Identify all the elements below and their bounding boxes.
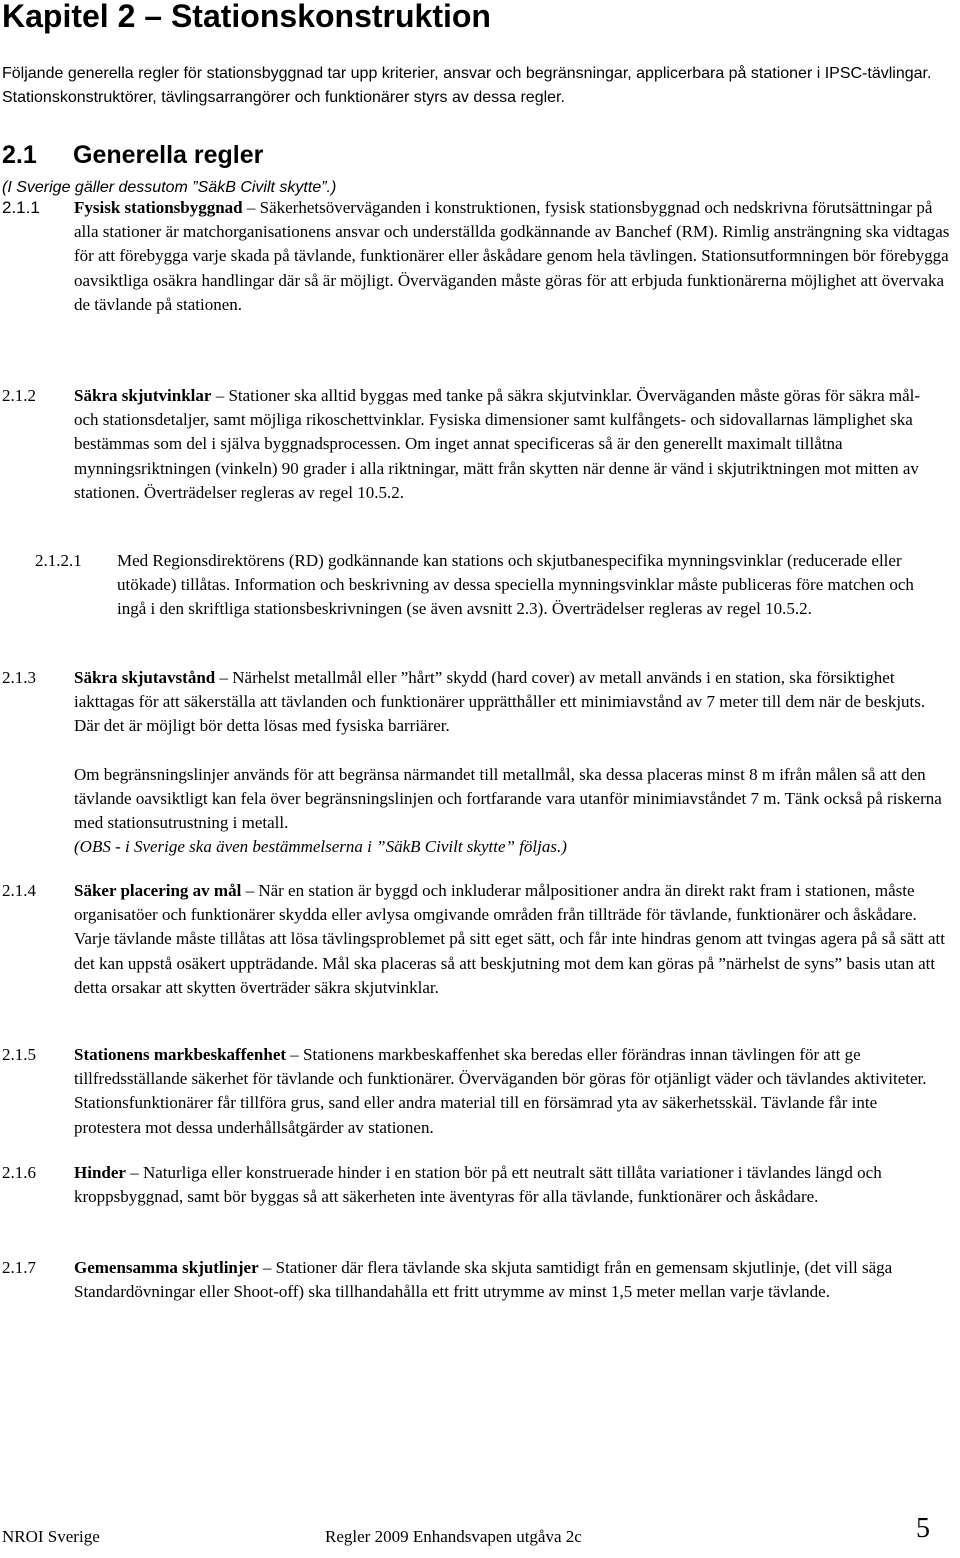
rule-2-1-3 [2, 666, 944, 859]
section-note: (I Sverige gäller dessutom ”SäkB Civilt skytte”.) [2, 179, 337, 196]
rule-body [74, 879, 952, 1000]
rule-text: – Stationer ska alltid byggas med tanke på säkra skjutvinklar. Överväganden måste göras för säkra mål- och stationsdetaljer, samt möjliga rikoschettvinklar. Fysiska dimensioner samt kulfångets- och sidovallarnas lämplighet ska bestämmas som del i själva byggnadsprocessen. Om inget annat specificeras så är den generellt maximalt tillåtna mynningsriktningen (vinkeln) 90 grader i alla riktningar, mätt från skytten när denne är vänd i skjutriktningen mot mitten av stationen. Överträdelser regleras av regel 10.5.2. [74, 386, 921, 502]
rule-text: – Stationens markbeskaffenhet ska beredas eller förändras innan tävlingen för att ge tillfredsställande säkerhet för tävlande och funktionärer. Överväganden bör göras för otjänligt väder och tävlandes aktiviteter. Stationsfunktionärer får tillföra grus, sand eller andra material till en försämrad yta av säkerhetsskäl. Tävlande får inte protestera mot dessa underhållsåtgärder av stationen. [74, 1045, 927, 1137]
rule-body [74, 384, 940, 505]
subrule-2-1-2-1 [35, 549, 937, 622]
rule-title: Hinder [74, 1163, 126, 1182]
rule-extra [74, 763, 944, 860]
rule-body [74, 666, 944, 739]
rule-2-1-1 [2, 196, 958, 317]
rule-text: – Naturliga eller konstruerade hinder i en station bör på ett neutralt sätt tillåta variationer i tävlandes längd och kroppsbyggnad, samt bör byggas så att säkerheten inte äventyras för alla tävlande, funktionärer och åskådare. [74, 1163, 882, 1207]
rule-number: 2.1.2 [2, 386, 36, 405]
footer-organization: NROI Sverige [2, 1527, 100, 1546]
rule-text: – När en station är byggd och inkluderar målpositioner andra än direkt rakt fram i stationen, måste organisatöer och funktionärer skydda eller avlysa omgivande områden från tillträde för tävlande, funktionärer och åskådare. Varje tävlande måste tillåtas att lösa tävlingsproblemet på sitt eget sätt, och får inte hindras genom att tvingas agera på så sätt att det kan uppstå osäkert uppträdande. Mål ska placeras så att beskjutning mot dem kan göras på ”närhelst de syns” basis utan att detta orsakar att skytten överträder säkra skjutvinklar. [74, 881, 945, 997]
rule-title: Gemensamma skjutlinjer [74, 1258, 259, 1277]
chapter-title: Kapitel 2 – Stationskonstruktion [2, 0, 491, 34]
rule-title: Fysisk stationsbyggnad [74, 198, 243, 217]
footer-document-title: Regler 2009 Enhandsvapen utgåva 2c [325, 1527, 582, 1546]
rule-number: 2.1.4 [2, 881, 36, 900]
rule-2-1-5 [2, 1043, 948, 1140]
rule-text: – Närhelst metallmål eller ”hårt” skydd (hard cover) av metall används i en station, ska försiktighet iakttagas för att säkerställa att tävlanden och funktionärer upprätthåller ett minimiavstånd av 7 meter till dem när de beskjuts. Där det är möjligt bör detta lösas med fysiska barriärer. [74, 668, 926, 736]
subrule-text: Med Regionsdirektörens (RD) godkännande kan stations och skjutbanespecifika mynningsvinklar (reducerade eller utökade) tillåtas. Information och beskrivning av dessa speciella mynningsvinklar måste publiceras före matchen och ingå i den skriftliga stationsbeskrivningen (se även avsnitt 2.3). Överträdelser regleras av regel 10.5.2. [117, 551, 914, 619]
rule-body [74, 1043, 948, 1140]
intro-paragraph: Följande generella regler för stationsbyggnad tar upp kriterier, ansvar och begränsningar, applicerbara på stationer i IPSC-tävlingar. Stationskonstruktörer, tävlingsarrangörer och funktionärer styrs av dessa regler. [2, 65, 932, 106]
section-title-text: Generella regler [73, 141, 264, 169]
rule-number: 2.1.5 [2, 1045, 36, 1064]
rule-2-1-2 [2, 384, 940, 505]
rule-title: Säker placering av mål [74, 881, 242, 900]
rule-extra-note: (OBS - i Sverige ska även bestämmelserna i ”SäkB Civilt skytte” följas.) [74, 837, 567, 857]
rule-body [74, 1161, 924, 1209]
section-number: 2.1 [2, 141, 37, 169]
rule-extra-text: Om begränsningslinjer används för att begränsa närmandet till metallmål, ska dessa placeras minst 8 m ifrån målen så att den tävlande oavsiktligt kan fela över begränsningslinjen och fortfarande vara utanför minimiavståndet 7 m. Tänk också på riskerna med stationsutrustning i metall. [74, 764, 942, 833]
page-number: 5 [916, 1513, 930, 1544]
rule-body [74, 196, 958, 317]
rule-2-1-7 [2, 1256, 954, 1304]
section-heading [2, 140, 263, 170]
rule-title: Säkra skjutavstånd [74, 668, 216, 687]
rule-2-1-6 [2, 1161, 924, 1209]
rule-body [74, 1256, 954, 1304]
rule-number: 2.1.7 [2, 1258, 36, 1277]
rule-title: Stationens markbeskaffenhet [74, 1045, 287, 1064]
subrule-number: 2.1.2.1 [35, 551, 82, 570]
rule-text: – Stationer där flera tävlande ska skjuta samtidigt från en gemensam skjutlinje, (det vill säga Standardövningar eller Shoot-off) ska tillhandahålla ett fritt utrymme av minst 1,5 meter mellan varje tävlande. [74, 1258, 893, 1302]
rule-2-1-4 [2, 879, 952, 1000]
rule-number: 2.1.6 [2, 1163, 36, 1182]
rule-number: 2.1.3 [2, 668, 36, 687]
rule-title: Säkra skjutvinklar [74, 386, 212, 405]
rule-text: – Säkerhetsöverväganden i konstruktionen, fysisk stationsbyggnad och nedskrivna förutsättningar på alla stationer är matchorganisationens ansvar och underställda godkännande av Banchef (RM). Rimlig ansträngning ska vidtagas för att förebygga varje skada på tävlande, funktionärer eller åskådare genom hela tävlingen. Stationsutformningen bör förebygga oavsiktliga osäkra handlingar där så är möjligt. Överväganden måste göras för att erbjuda funktionärerna möjlighet att övervaka de tävlande på stationen. [74, 198, 950, 314]
rule-number: 2.1.1 [2, 198, 40, 217]
